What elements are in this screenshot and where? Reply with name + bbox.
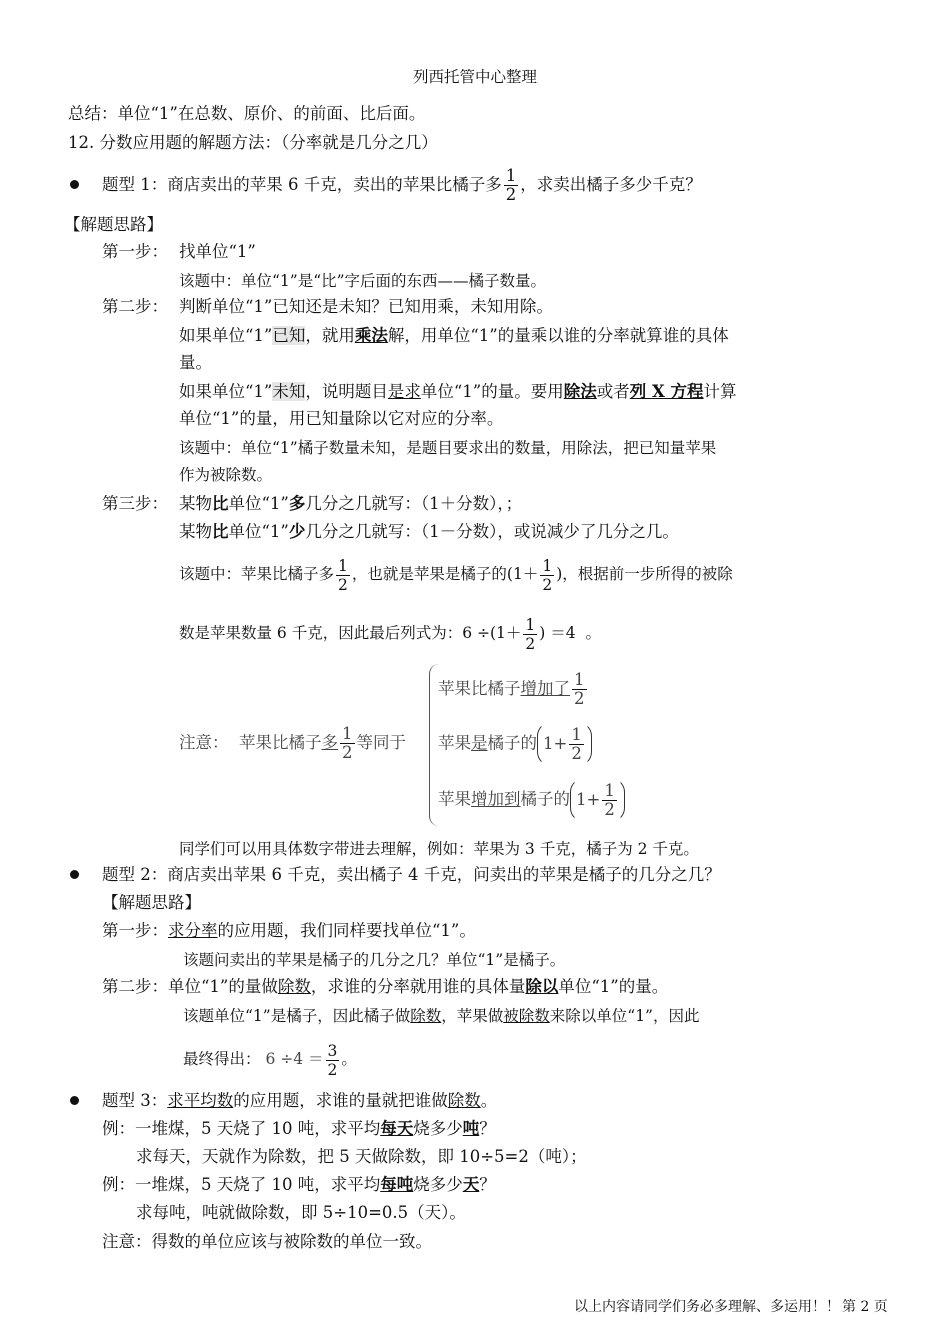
fraction: $\frac{1}{2}$	[604, 781, 615, 819]
step2-known-line2: 量。	[179, 353, 212, 372]
q3-note: 注意：得数的单位应该与被除数的单位一致。	[102, 1232, 432, 1251]
q3-example-1: 例：一堆煤，5 天烧了 10 吨，求平均每天烧多少吨？	[102, 1119, 496, 1138]
fraction: $\frac{1}{2}$	[338, 556, 348, 594]
page-number: 第 2 页	[842, 1299, 888, 1315]
q2-step2: 第二步：单位“1”的量做除数，求谁的分率就用谁的具体量除以单位“1”的量。	[102, 977, 669, 996]
note-row-2: 苹果是橘子的 1+ $\frac{1}{2}$	[438, 722, 592, 766]
page-header: 列西托管中心整理	[412, 68, 537, 86]
step2-unknown-line2: 单位“1”的量，用已知量除以它对应的分率。	[179, 409, 504, 428]
example-tip: 同学们可以用具体数字带进去理解，例如：苹果为 3 千克，橘子为 2 千克。	[179, 840, 699, 858]
summary-line: 总结：单位“1”在总数、原价、的前面、比后面。	[68, 104, 426, 123]
q2-step1: 第一步：求分率的应用题，我们同样要找单位“1”。	[102, 921, 476, 940]
parenthesis: 1+ $\frac{1}{2}$	[537, 722, 592, 766]
section-12-title: 12. 分数应用题的解题方法：（分率就是几分之几）	[68, 133, 438, 152]
parenthesis: 1+ $\frac{1}{2}$	[570, 778, 625, 822]
fraction: $\frac{1}{2}$	[571, 725, 582, 763]
fraction: $\frac{1}{2}$	[525, 615, 536, 653]
step2-known-line: 如果单位“1”已知，就用乘法解，用单位“1”的量乘以谁的分率就算谁的具体	[179, 326, 729, 345]
step2-label: 第二步：	[102, 297, 168, 316]
q2-text: 题型 2：商店卖出苹果 6 千克，卖出橘子 4 千克，问卖出的苹果是橘子的几分之几？	[102, 865, 721, 884]
fraction: $\frac{1}{2}$	[574, 670, 585, 708]
step1-detail: 该题中：单位“1”是“比”字后面的东西——橘子数量。	[179, 272, 547, 290]
step2-unknown-line: 如果单位“1”未知，说明题目是求单位“1”的量。要用除法或者列 X 方程计算	[179, 382, 737, 401]
fraction: $\frac{1}{2}$	[542, 556, 553, 594]
bullet-q3	[70, 1096, 79, 1105]
step3-label: 第三步：	[102, 494, 168, 513]
q1-text: 题型 1：商店卖出的苹果 6 千克，卖出的苹果比橘子多 $\frac{1}{2}$ ，求卖出橘子多少千克？	[102, 166, 702, 204]
q2-step1-detail: 该题问卖出的苹果是橘子的几分之几？单位“1”是橘子。	[183, 951, 566, 969]
bullet-q2	[70, 870, 79, 879]
q3-example-1-answer: 求每天，天就作为除数，把 5 天做除数，即 10÷5=2（吨）；	[136, 1147, 587, 1166]
q2-step2-detail: 该题单位“1”是橘子，因此橘子做除数，苹果做被除数来除以单位“1”，因此	[183, 1007, 700, 1025]
step1-text: 找单位“1”	[179, 242, 256, 261]
q3-example-2: 例：一堆煤，5 天烧了 10 吨，求平均每吨烧多少天？	[102, 1175, 496, 1194]
fraction: $\frac{1}{2}$	[505, 166, 517, 204]
footer-text: 以上内容请同学们务必多理解、多运用！！	[574, 1299, 840, 1315]
step2-text: 判断单位“1”已知还是未知？已知用乘，未知用除。	[179, 297, 553, 316]
step2-detail-2: 作为被除数。	[179, 466, 273, 484]
q2-thinking-label: 【解题思路】	[102, 893, 201, 912]
step1-label: 第一步：	[102, 242, 168, 261]
note-row-1: 苹果比橘子增加了 $\frac{1}{2}$	[438, 670, 585, 708]
fraction: $\frac{1}{2}$	[342, 724, 353, 762]
q3-example-2-answer: 求每吨，吨就做除数，即 5÷10=0.5（天）。	[136, 1203, 466, 1222]
note-row-3: 苹果增加到橘子的 1+ $\frac{1}{2}$	[438, 778, 625, 822]
step3-line1: 某物比单位“1”多几分之几就写：（1＋分数），；	[179, 494, 523, 513]
q3-text: 题型 3：求平均数的应用题，求谁的量就把谁做除数。	[102, 1091, 498, 1110]
thinking-label: 【解题思路】	[64, 215, 163, 234]
fraction: $\frac{3}{2}$	[327, 1041, 338, 1079]
step2-detail-1: 该题中：单位“1”橘子数量未知，是题目要求出的数量，用除法，把已知量苹果	[179, 439, 717, 457]
bullet-q1	[70, 180, 79, 189]
note-left: 注意： 苹果比橘子多 $\frac{1}{2}$ 等同于	[179, 724, 406, 762]
step3-detail-2: 数是苹果数量 6 千克，因此最后列式为：6 ÷(1＋ $\frac{1}{2}$ ) ＝4 。	[179, 615, 601, 653]
q2-result: 最终得出： 6 ÷4 ＝ $\frac{3}{2}$ 。	[183, 1041, 357, 1079]
step3-line2: 某物比单位“1”少几分之几就写：（1－分数），或说减少了几分之几。	[179, 522, 679, 541]
step3-detail-1: 该题中：苹果比橘子多 $\frac{1}{2}$ ，也就是苹果是橘子的(1＋ $\frac{1}{2}$ )，根据前一步所得的被除	[179, 556, 733, 594]
